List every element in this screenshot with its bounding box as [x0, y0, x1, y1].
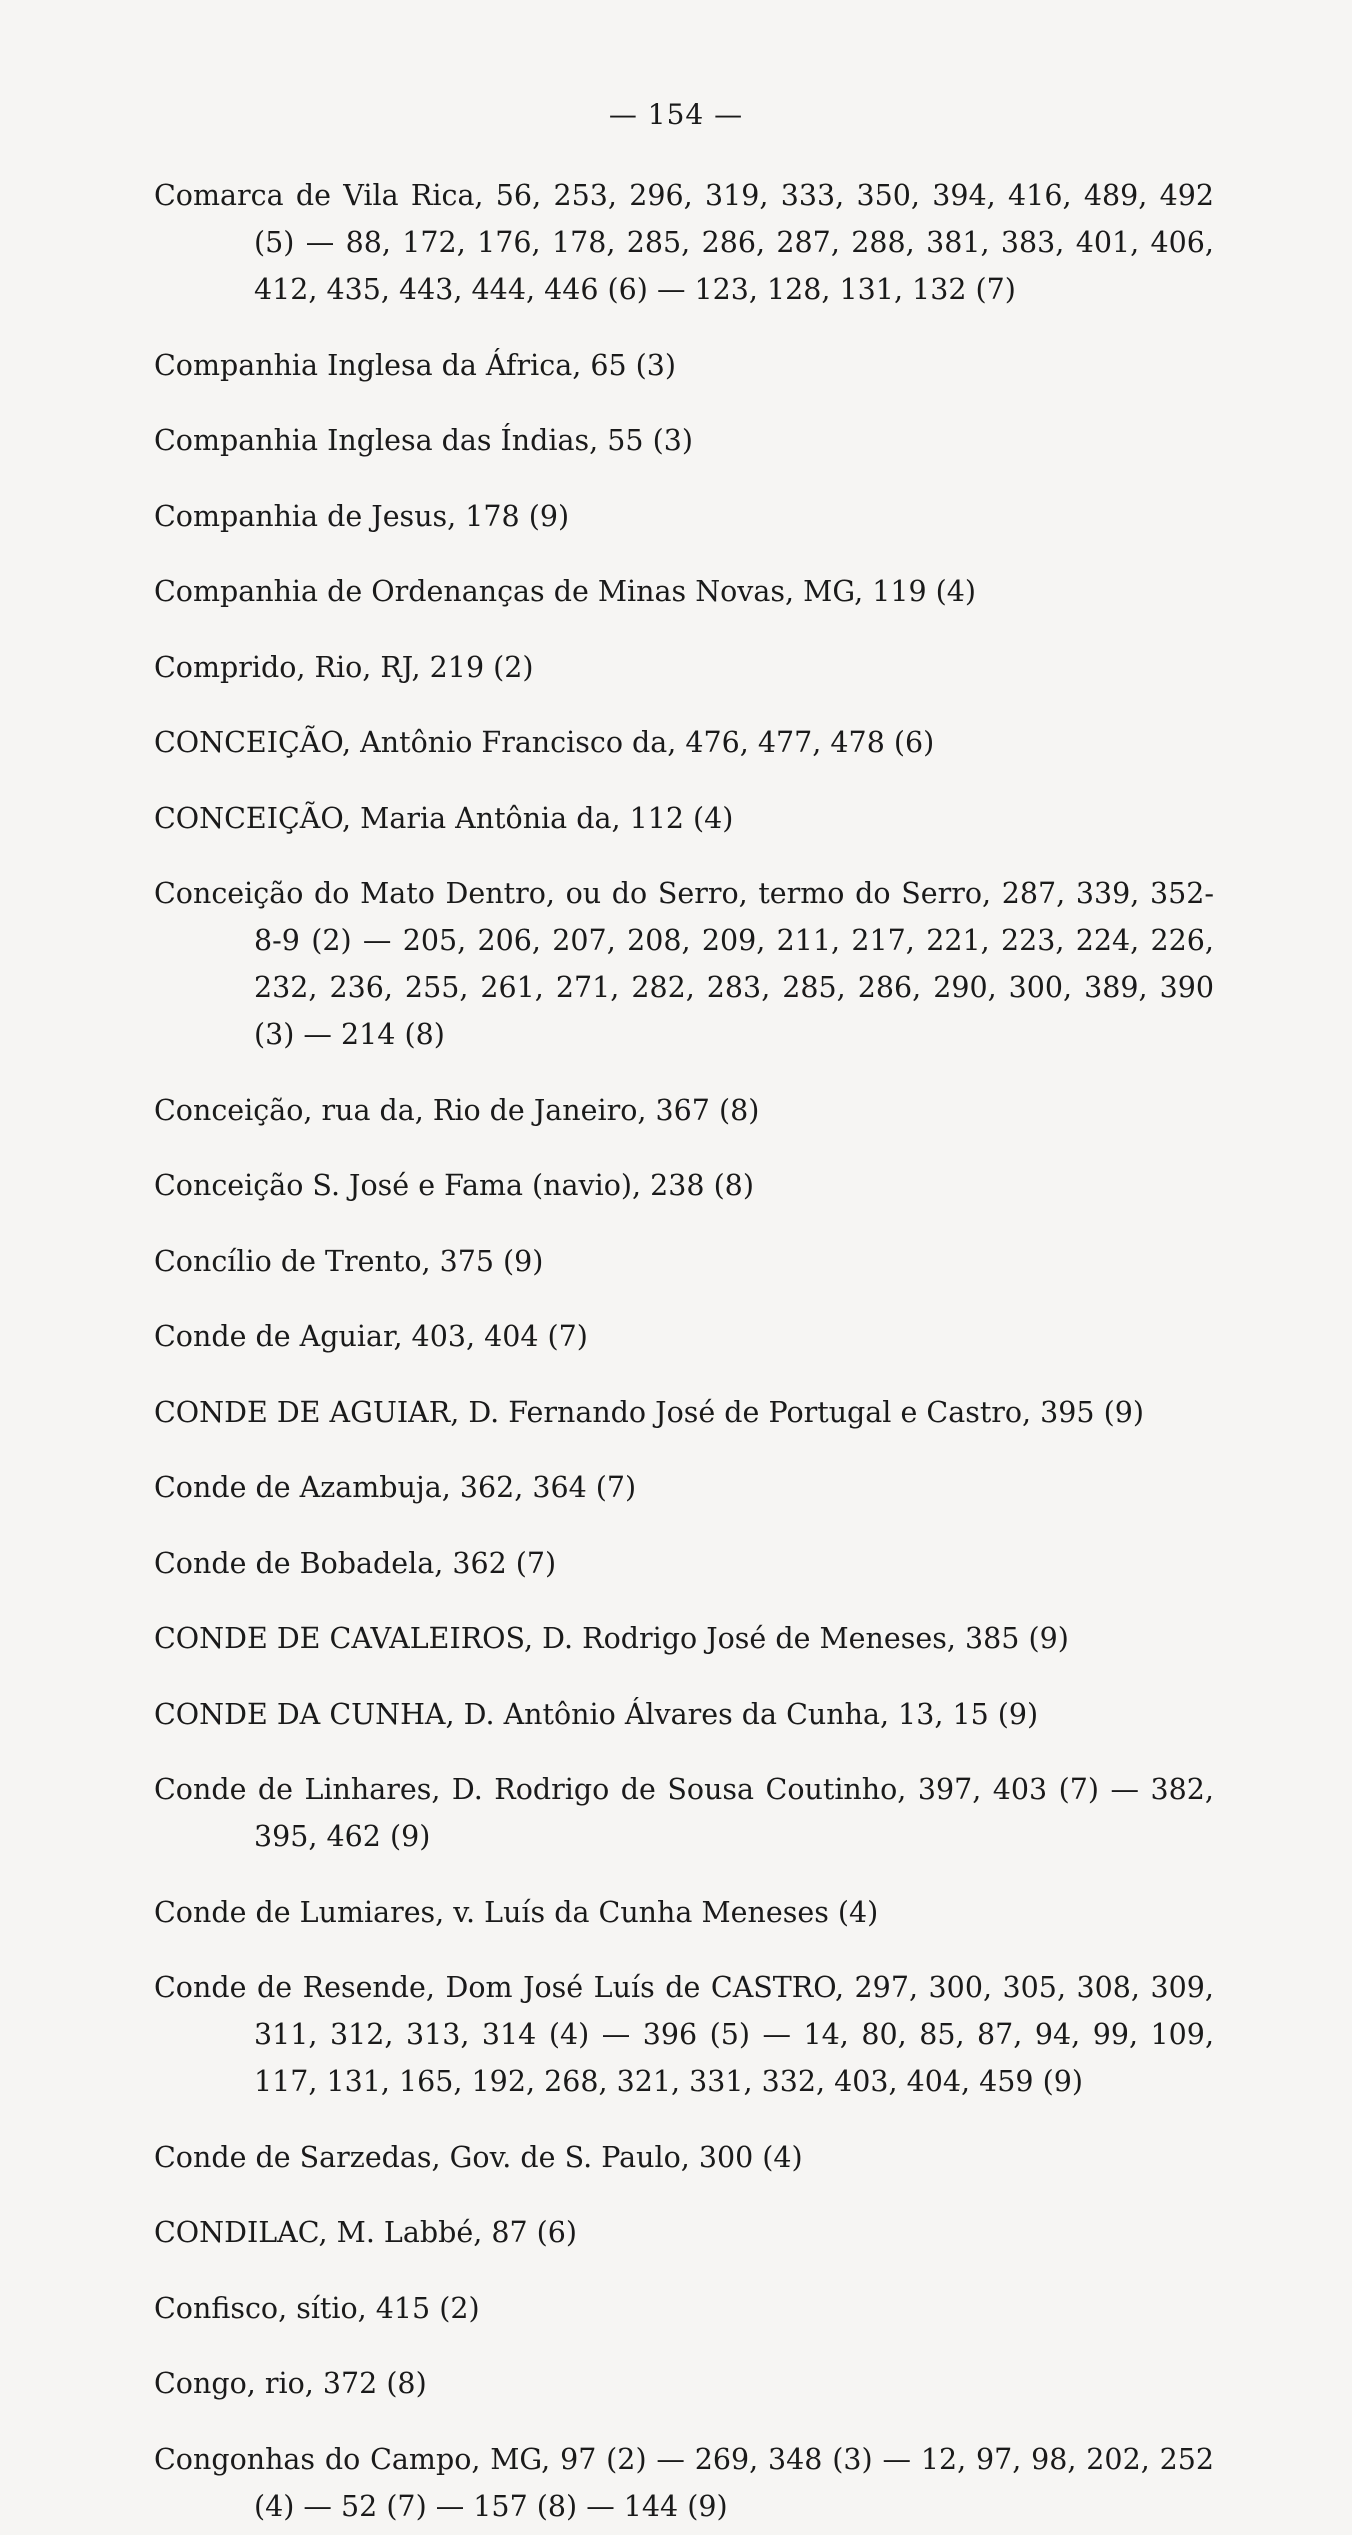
page-number: — 154 — — [608, 98, 744, 131]
index-entry: Congo, rio, 372 (8) — [154, 2367, 427, 2400]
index-entry: CONCEIÇÃO, Antônio Francisco da, 476, 477, 478 (6) — [154, 726, 935, 759]
index-entry: Conceição, rua da, Rio de Janeiro, 367 (8) — [154, 1093, 760, 1127]
index-entry: Conde de Linhares, D. Rodrigo de Sousa Coutinho, 397, 403 (7) — 382, 395, 462 (9) — [154, 1773, 1214, 1853]
index-entry: CONCEIÇÃO, Maria Antônia da, 112 (4) — [154, 801, 734, 835]
index-entry: Comprido, Rio, RJ, 219 (2) — [154, 650, 534, 684]
index-entry: CONDE DA CUNHA, D. Antônio Álvares da Cunha, 13, 15 (9) — [154, 1697, 1039, 1731]
index-entry: Comarca de Vila Rica, 56, 253, 296, 319, 333, 350, 394, 416, 489, 492 (5) — 88, 172, 176, 178, 285, 286, 287, 288, 381, 383, 401, 406, 412, 435, 443, 444, 446 (6) — 123, 128, 131, 132 (7) — [154, 179, 1214, 306]
index-entry: Companhia de Ordenanças de Minas Novas, MG, 119 (4) — [154, 575, 977, 608]
index-entry: CONDILAC, M. Labbé, 87 (6) — [154, 2216, 578, 2249]
index-entry: Conceição do Mato Dentro, ou do Serro, termo do Serro, 287, 339, 352-8-9 (2) — 205, 206, 207, 208, 209, 211, 217, 221, 223, 224, 226, 232, 236, 255, 261, 271, 282, 283, 285, 286, 290, 300, 389, 390 (3) — 214 (8) — [154, 877, 1214, 1051]
index-entry: Confisco, sítio, 415 (2) — [154, 2291, 480, 2325]
index-entry: Conde de Lumiares, v. Luís da Cunha Meneses (4) — [154, 1895, 879, 1929]
index-entries — [154, 172, 1214, 2535]
index-entry: Conde de Azambuja, 362, 364 (7) — [154, 1471, 637, 1504]
index-entry: Conde de Aguiar, 403, 404 (7) — [154, 1320, 588, 1353]
index-entry: Companhia Inglesa da África, 65 (3) — [154, 348, 677, 382]
index-entry: CONDE DE AGUIAR, D. Fernando José de Portugal e Castro, 395 (9) — [154, 1395, 1144, 1429]
index-entry: Conceição S. José e Fama (navio), 238 (8) — [154, 1169, 754, 1202]
index-entry: Companhia de Jesus, 178 (9) — [154, 499, 570, 533]
index-entry: Congonhas do Campo, MG, 97 (2) — 269, 348 (3) — 12, 97, 98, 202, 252 (4) — 52 (7) — 157 (8) — 144 (9) — [154, 2442, 1214, 2523]
index-entry: Companhia Inglesa das Índias, 55 (3) — [154, 424, 693, 457]
index-entry: Conde de Bobadela, 362 (7) — [154, 1546, 557, 1580]
index-entry: Conde de Resende, Dom José Luís de CASTRO, 297, 300, 305, 308, 309, 311, 312, 313, 314 (4) — 396 (5) — 14, 80, 85, 87, 94, 99, 109, 117, 131, 165, 192, 268, 321, 331, 332, 403, 404, 459 (9) — [154, 1971, 1214, 2098]
index-entry: CONDE DE CAVALEIROS, D. Rodrigo José de Meneses, 385 (9) — [154, 1622, 1069, 1655]
index-entry: Concílio de Trento, 375 (9) — [154, 1244, 544, 1278]
index-entry: Conde de Sarzedas, Gov. de S. Paulo, 300 (4) — [154, 2140, 803, 2174]
